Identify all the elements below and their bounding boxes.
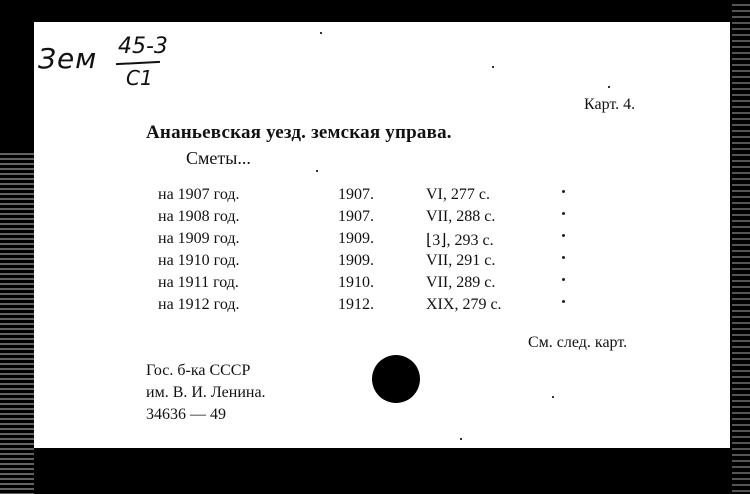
library-stamp [146, 360, 266, 426]
entry-pages: XIX, 279 с. [426, 296, 502, 313]
entry-row [34, 274, 730, 296]
punch-hole [372, 355, 420, 403]
speck [562, 278, 565, 281]
speck [562, 190, 565, 193]
entry-pages: VII, 288 с. [426, 208, 496, 225]
entry-year: 1909. [338, 252, 374, 269]
scan-edge-right [732, 0, 750, 494]
entry-year: 1907. [338, 208, 374, 225]
entry-row [34, 208, 730, 230]
speck [562, 234, 565, 237]
scan-edge-bottom [34, 448, 730, 494]
scan-edge-left [0, 150, 34, 494]
entry-year: 1910. [338, 274, 374, 291]
entry-year: 1907. [338, 186, 374, 203]
entry-range: на 1910 год. [158, 252, 240, 269]
card-number: Карт. 4. [584, 96, 636, 113]
speck [562, 256, 565, 259]
speck [562, 300, 565, 303]
entry-range: на 1911 год. [158, 274, 239, 291]
entry-row [34, 252, 730, 274]
handwritten-prefix: Зем [38, 42, 98, 75]
see-next-card: См. след. карт. [528, 334, 628, 351]
handwritten-denominator: С1 [126, 66, 153, 90]
handwritten-fraction-line [116, 61, 160, 65]
card-subheading: Сметы... [186, 148, 251, 168]
entry-range: на 1912 год. [158, 296, 240, 313]
speck [562, 212, 565, 215]
speck [316, 170, 318, 172]
entry-pages: ⌊3⌋, 293 с. [426, 232, 494, 249]
library-line-3: 34636 — 49 [146, 406, 226, 423]
entry-year: 1909. [338, 230, 374, 247]
handwritten-numerator: 45-3 [118, 34, 168, 59]
entry-row [34, 296, 730, 318]
speck [320, 32, 322, 34]
entry-range: на 1908 год. [158, 208, 240, 225]
speck [608, 86, 610, 88]
entry-row [34, 230, 730, 252]
speck [460, 438, 462, 440]
card-heading: Ананьевская уезд. земская управа. [146, 122, 452, 143]
entry-pages: VII, 291 с. [426, 252, 496, 269]
library-line-2: им. В. И. Ленина. [146, 384, 266, 401]
catalog-card [34, 22, 730, 448]
entry-pages: VI, 277 с. [426, 186, 490, 203]
speck [552, 396, 554, 398]
entry-range: на 1909 год. [158, 230, 240, 247]
library-line-1: Гос. б-ка СССР [146, 362, 251, 379]
speck [492, 66, 494, 68]
entry-year: 1912. [338, 296, 374, 313]
entry-row [34, 186, 730, 208]
entry-range: на 1907 год. [158, 186, 240, 203]
entry-pages: VII, 289 с. [426, 274, 496, 291]
